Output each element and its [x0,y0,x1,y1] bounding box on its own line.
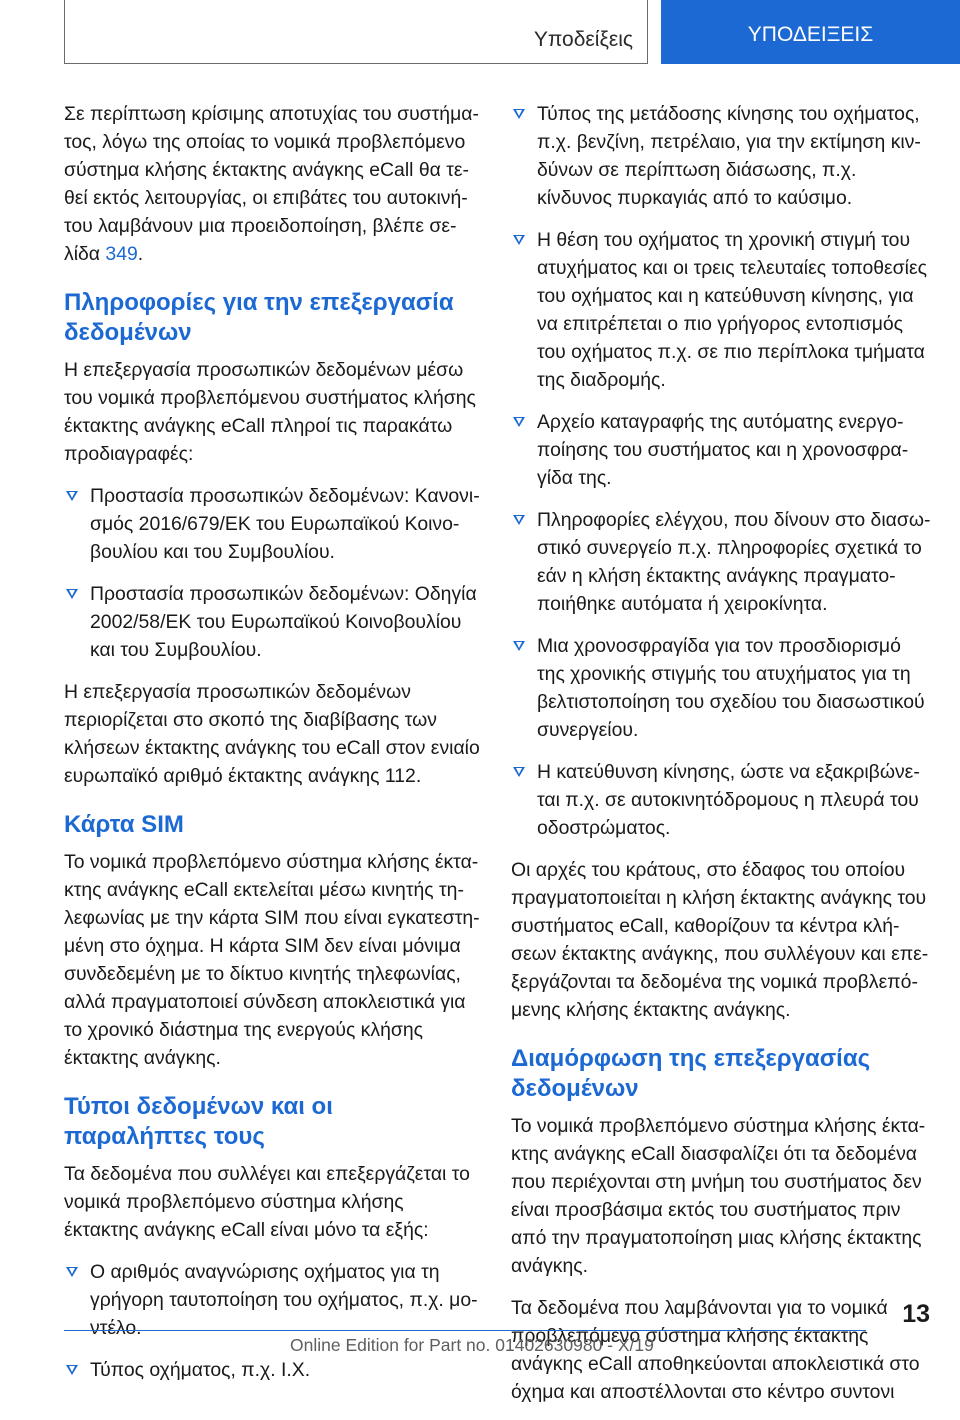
section-tab[interactable]: ΥΠΟΔΕΙΞΕΙΣ [661,0,960,64]
paragraph-authorities: Οι αρχές του κράτους, στο έδαφος του οποίου πραγματοποιείται η κλήση έκτακτης ανάγκης του συστήματος eCall, καθορίζουν τα κέντρα κλήσεων έκτακτης ανάγκης, που συλλέγουν και επεξεργάζονται τα δεδομένα της νομικά προβλεπόμενης κλήσης έκτακτης ανάγκης. [511,859,929,1021]
list-item: Προστασία προσωπικών δεδομένων: Κανονισμός 2016/679/ΕΚ του Ευρωπαϊκού Κοινοβουλίου και του Συμβουλίου. [64,482,480,566]
data-types-list-continued [511,100,931,842]
footer-divider [64,1330,866,1331]
heading-processing-info: Πληροφορίες για την επεξεργασία δεδομένων [64,289,454,346]
header-title: Υποδείξεις [533,28,633,51]
list-item: Τύπος οχήματος, π.χ. Ι.Χ. [64,1356,480,1384]
paragraph-limited: Η επεξεργασία προσωπικών δεδομένων περιορίζεται στο σκοπό της διαβίβασης των κλήσεων έκτακτης ανάγκης του eCall στον ενιαίο ευρωπαϊκό αριθμό έκτακτης ανάγκης 112. [64,681,480,787]
intro-paragraph: Σε περίπτωση κρίσιμης αποτυχίας του συστήματος, λόγω της οποίας το νομικά προβλεπόμενο σύστημα κλήσης έκτακτης ανάγκης eCall θα τεθεί εκτός λειτουργίας, οι επιβάτες του αυτοκινήτου λαμβάνουν μια προειδοποίηση, βλέπε σελίδα 349. [64,103,479,265]
triangle-bullet-icon [513,767,525,777]
triangle-bullet-icon [66,1267,78,1277]
processing-list [64,482,480,664]
paragraph-config-2: Τα δεδομένα που λαμβάνονται για το νομικά προβλεπόμενο σύστημα κλήσης έκτακτης ανάγκης eCall αποθηκεύονται αποκλειστικά στο όχημα και αποστέλλονται στο κέντρο συντονι [511,1297,920,1403]
left-column [64,100,480,1398]
heading-sim-card: Κάρτα SIM [64,811,184,838]
triangle-bullet-icon [513,109,525,119]
paragraph-processing: Η επεξεργασία προσωπικών δεδομένων μέσω του νομικά προβλεπόμενου συστήματος κλήσης έκτακτης ανάγκης eCall πληροί τις παρακάτω προδιαγραφές: [64,359,476,465]
paragraph-data-types: Τα δεδομένα που συλλέγει και επεξεργάζεται το νομικά προβλεπόμενο σύστημα κλήσης έκτακτης ανάγκης eCall είναι μόνο τα εξής: [64,1163,470,1241]
heading-data-configuration: Διαμόρφωση της επεξεργασίας δεδομένων [511,1045,871,1102]
triangle-bullet-icon [66,589,78,599]
triangle-bullet-icon [513,235,525,245]
triangle-bullet-icon [66,491,78,501]
paragraph-sim: Το νομικά προβλεπόμενο σύστημα κλήσης έκτακτης ανάγκης eCall εκτελείται μέσω κινητής τηλεφωνίας με την κάρτα SIM που είναι εγκατεστημένη στο όχημα. Η κάρτα SIM δεν είναι μόνιμα συνδεδεμένη με το δίκτυο κινητής τηλεφωνίας, αλλά πραγματοποιεί σύνδεση αποκλειστικά για το χρονικό διάστημα της ενεργούς κλήσης έκτακτης ανάγκης. [64,851,480,1069]
list-item: Πληροφορίες ελέγχου, που δίνουν στο διασωστικό συνεργείο π.χ. πληροφορίες σχετικά το εάν η κλήση έκτακτης ανάγκης πραγματοποιήθηκε αυτόματα ή χειροκίνητα. [511,506,931,618]
triangle-bullet-icon [513,641,525,651]
header-frame [64,0,648,64]
page-link[interactable]: 349 [105,243,138,265]
list-item: Αρχείο καταγραφής της αυτόματης ενεργοποίησης του συστήματος και η χρονοσφραγίδα της. [511,408,931,492]
list-item: Προστασία προσωπικών δεδομένων: Οδηγία 2002/58/ΕΚ του Ευρωπαϊκού Κοινοβουλίου και του Συμβουλίου. [64,580,480,664]
paragraph-config-1: Το νομικά προβλεπόμενο σύστημα κλήσης έκτακτης ανάγκης eCall διασφαλίζει ότι τα δεδομένα που περιέχονται στη μνήμη του συστήματος δεν είναι προσβάσιμα εκτός του συστήματος πριν από την πραγματοποίηση μιας κλήσης έκτακτης ανάγκης. [511,1115,926,1277]
data-types-list [64,1258,480,1384]
page-number: 13 [902,1300,930,1328]
list-item: Μια χρονοσφραγίδα για τον προσδιορισμό της χρονικής στιγμής του ατυχήματος για τη βελτιστοποίηση του σχεδίου του διασωστικού συνεργείου. [511,632,931,744]
heading-data-types: Τύποι δεδομένων και οι παραλήπτες τους [64,1093,333,1150]
triangle-bullet-icon [513,515,525,525]
triangle-bullet-icon [513,417,525,427]
triangle-bullet-icon [66,1365,78,1375]
list-item: Ο αριθμός αναγνώρισης οχήματος για τη γρήγορη ταυτοποίηση του οχήματος, π.χ. μοντέλο. [64,1258,480,1342]
list-item: Η κατεύθυνση κίνησης, ώστε να εξακριβώνεται π.χ. σε αυτοκινητόδρομους η πλευρά του οδοστρώματος. [511,758,931,842]
footer-edition: Online Edition for Part no. 01402630980 - X/19 [290,1335,654,1355]
right-column [511,100,931,1420]
list-item: Τύπος της μετάδοσης κίνησης του οχήματος, π.χ. βενζίνη, πετρέλαιο, για την εκτίμηση κινδύνων σε περίπτωση διάσωσης, π.χ. κίνδυνος πυρκαγιάς από το καύσιμο. [511,100,931,212]
list-item: Η θέση του οχήματος τη χρονική στιγμή του ατυχήματος και οι τρεις τελευταίες τοποθεσίες του οχήματος και η κατεύθυνση κίνησης, για να επιτρέπεται ο πιο γρήγορος εντοπισμός του οχήματος π.χ. σε πιο περίπλοκα τμήματα της διαδρομής. [511,226,931,394]
